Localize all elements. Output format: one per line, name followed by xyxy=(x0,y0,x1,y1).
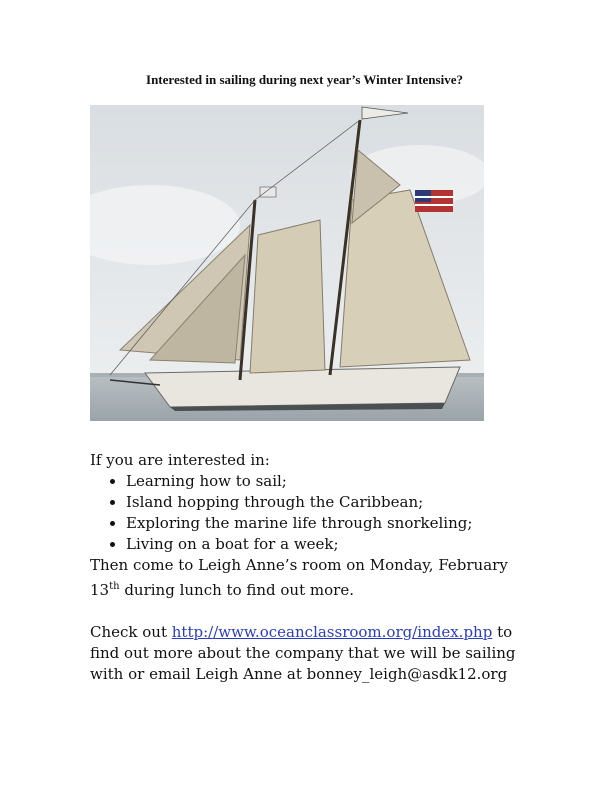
list-item: • Exploring the marine life through snorkeling; xyxy=(126,513,530,534)
ocean-classroom-link[interactable]: http://www.oceanclassroom.org/index.php xyxy=(171,623,493,641)
schooner-photo xyxy=(90,105,484,421)
contact-text: to find out more about the company that we will be sailing with or email Leigh Anne at bonney_leigh@asdk12.org xyxy=(90,623,516,683)
flyer-title: Interested in sailing during next year’s Winter Intensive? xyxy=(146,72,463,87)
list-item: • Island hopping through the Caribbean; xyxy=(126,492,530,513)
interest-list xyxy=(90,471,530,555)
intro-text: If you are interested in: xyxy=(90,451,270,469)
flyer-body xyxy=(90,450,530,685)
meeting-date-rest: during lunch to find out more. xyxy=(119,581,354,599)
list-item: • Learning how to sail; xyxy=(126,471,530,492)
meeting-text: Then come to Leigh Anne’s room on Monday, February xyxy=(90,556,508,574)
meeting-info xyxy=(90,555,530,601)
list-item: • Living on a boat for a week; xyxy=(126,534,530,555)
contact-info xyxy=(90,622,530,685)
meeting-date-suffix: th xyxy=(109,581,120,592)
meeting-date-day: 13 xyxy=(90,581,110,599)
check-out-text: Check out xyxy=(90,623,172,641)
